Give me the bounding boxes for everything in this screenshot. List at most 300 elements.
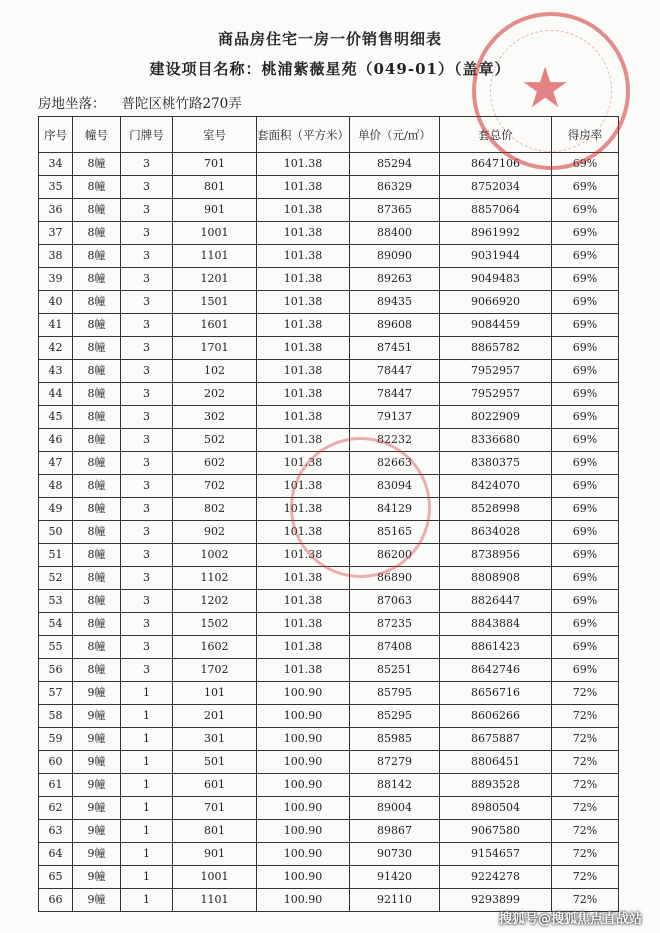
- cell-index: 52: [39, 567, 73, 590]
- cell-room: 102: [173, 360, 257, 383]
- cell-unit-price: 90730: [350, 843, 440, 866]
- table-row: [39, 291, 619, 314]
- cell-unit-price: 84129: [350, 498, 440, 521]
- cell-unit-price: 88400: [350, 222, 440, 245]
- cell-total-price: 8893528: [440, 774, 552, 797]
- table-row: [39, 567, 619, 590]
- cell-building: 8幢: [73, 544, 121, 567]
- cell-room: 1101: [173, 889, 257, 912]
- cell-building: 8幢: [73, 337, 121, 360]
- cell-efficiency: 69%: [552, 429, 619, 452]
- cell-building: 8幢: [73, 498, 121, 521]
- cell-room: 302: [173, 406, 257, 429]
- cell-room: 1702: [173, 659, 257, 682]
- cell-index: 35: [39, 176, 73, 199]
- cell-building: 9幢: [73, 728, 121, 751]
- cell-door: 3: [121, 659, 173, 682]
- cell-unit-price: 92110: [350, 889, 440, 912]
- table-row: [39, 636, 619, 659]
- cell-unit-price: 87451: [350, 337, 440, 360]
- col-header-index: 序号: [39, 117, 73, 153]
- cell-unit-price: 85251: [350, 659, 440, 682]
- cell-room: 301: [173, 728, 257, 751]
- cell-total-price: 8808908: [440, 567, 552, 590]
- cell-building: 9幢: [73, 820, 121, 843]
- cell-unit-price: 89004: [350, 797, 440, 820]
- table-row: [39, 222, 619, 245]
- cell-total-price: 9049483: [440, 268, 552, 291]
- cell-door: 1: [121, 797, 173, 820]
- cell-efficiency: 69%: [552, 337, 619, 360]
- cell-unit-price: 89090: [350, 245, 440, 268]
- cell-area: 100.90: [257, 682, 350, 705]
- cell-building: 9幢: [73, 751, 121, 774]
- cell-door: 3: [121, 429, 173, 452]
- cell-building: 9幢: [73, 866, 121, 889]
- table-row: [39, 820, 619, 843]
- cell-door: 3: [121, 590, 173, 613]
- table-row: [39, 705, 619, 728]
- table-row: [39, 314, 619, 337]
- table-row: [39, 153, 619, 176]
- cell-index: 54: [39, 613, 73, 636]
- cell-index: 43: [39, 360, 73, 383]
- cell-area: 100.90: [257, 705, 350, 728]
- col-header-building: 幢号: [73, 117, 121, 153]
- cell-area: 101.38: [257, 337, 350, 360]
- cell-room: 1502: [173, 613, 257, 636]
- cell-door: 3: [121, 406, 173, 429]
- cell-index: 49: [39, 498, 73, 521]
- cell-index: 60: [39, 751, 73, 774]
- cell-area: 101.38: [257, 314, 350, 337]
- cell-efficiency: 69%: [552, 291, 619, 314]
- cell-efficiency: 69%: [552, 636, 619, 659]
- cell-index: 40: [39, 291, 73, 314]
- cell-door: 1: [121, 774, 173, 797]
- cell-room: 901: [173, 843, 257, 866]
- cell-area: 101.38: [257, 429, 350, 452]
- cell-door: 1: [121, 728, 173, 751]
- cell-efficiency: 69%: [552, 268, 619, 291]
- cell-area: 101.38: [257, 567, 350, 590]
- cell-total-price: 9031944: [440, 245, 552, 268]
- cell-efficiency: 69%: [552, 176, 619, 199]
- page-title: 商品房住宅一房一价销售明细表: [217, 30, 442, 48]
- cell-area: 101.38: [257, 222, 350, 245]
- cell-unit-price: 89608: [350, 314, 440, 337]
- cell-efficiency: 69%: [552, 590, 619, 613]
- cell-area: 101.38: [257, 636, 350, 659]
- table-row: [39, 199, 619, 222]
- cell-area: 100.90: [257, 820, 350, 843]
- cell-area: 100.90: [257, 889, 350, 912]
- cell-index: 55: [39, 636, 73, 659]
- cell-area: 101.38: [257, 613, 350, 636]
- table-row: [39, 406, 619, 429]
- cell-total-price: 8022909: [440, 406, 552, 429]
- cell-door: 3: [121, 567, 173, 590]
- cell-room: 201: [173, 705, 257, 728]
- cell-door: 3: [121, 245, 173, 268]
- cell-total-price: 8675887: [440, 728, 552, 751]
- cell-building: 9幢: [73, 889, 121, 912]
- cell-area: 101.38: [257, 406, 350, 429]
- cell-door: 3: [121, 222, 173, 245]
- cell-total-price: 8865782: [440, 337, 552, 360]
- cell-area: 101.38: [257, 245, 350, 268]
- address-label: 房地坐落：: [38, 96, 106, 112]
- cell-index: 57: [39, 682, 73, 705]
- cell-efficiency: 72%: [552, 774, 619, 797]
- cell-efficiency: 69%: [552, 314, 619, 337]
- cell-building: 9幢: [73, 774, 121, 797]
- cell-door: 1: [121, 843, 173, 866]
- cell-index: 58: [39, 705, 73, 728]
- cell-index: 41: [39, 314, 73, 337]
- table-row: [39, 682, 619, 705]
- cell-index: 47: [39, 452, 73, 475]
- cell-door: 3: [121, 360, 173, 383]
- cell-building: 8幢: [73, 475, 121, 498]
- cell-room: 902: [173, 521, 257, 544]
- table-row: [39, 774, 619, 797]
- cell-efficiency: 69%: [552, 567, 619, 590]
- cell-unit-price: 86329: [350, 176, 440, 199]
- cell-room: 801: [173, 176, 257, 199]
- cell-total-price: 8380375: [440, 452, 552, 475]
- cell-efficiency: 69%: [552, 199, 619, 222]
- cell-total-price: 8738956: [440, 544, 552, 567]
- cell-index: 65: [39, 866, 73, 889]
- cell-total-price: 8961992: [440, 222, 552, 245]
- cell-area: 101.38: [257, 268, 350, 291]
- price-table: [38, 116, 619, 912]
- cell-room: 1101: [173, 245, 257, 268]
- cell-unit-price: 78447: [350, 360, 440, 383]
- cell-door: 3: [121, 498, 173, 521]
- cell-efficiency: 69%: [552, 498, 619, 521]
- table-row: [39, 475, 619, 498]
- col-header-total-price: 套总价: [440, 117, 552, 153]
- cell-door: 3: [121, 314, 173, 337]
- cell-room: 601: [173, 774, 257, 797]
- cell-total-price: 7952957: [440, 383, 552, 406]
- watermark: 搜狐号@搜狐焦点直战站: [498, 912, 642, 927]
- cell-index: 50: [39, 521, 73, 544]
- cell-room: 101: [173, 682, 257, 705]
- cell-unit-price: 79137: [350, 406, 440, 429]
- cell-total-price: 8843884: [440, 613, 552, 636]
- cell-index: 61: [39, 774, 73, 797]
- cell-efficiency: 69%: [552, 521, 619, 544]
- cell-area: 100.90: [257, 728, 350, 751]
- table-row: [39, 590, 619, 613]
- cell-index: 64: [39, 843, 73, 866]
- cell-index: 37: [39, 222, 73, 245]
- cell-efficiency: 72%: [552, 705, 619, 728]
- table-row: [39, 866, 619, 889]
- cell-index: 39: [39, 268, 73, 291]
- cell-unit-price: 87063: [350, 590, 440, 613]
- cell-total-price: 9067580: [440, 820, 552, 843]
- table-row: [39, 383, 619, 406]
- table-row: [39, 337, 619, 360]
- cell-door: 1: [121, 889, 173, 912]
- cell-building: 9幢: [73, 797, 121, 820]
- cell-efficiency: 72%: [552, 820, 619, 843]
- project-name: 建设项目名称：桃浦紫薇星苑（049-01）（盖章）: [149, 60, 511, 78]
- cell-room: 802: [173, 498, 257, 521]
- cell-building: 8幢: [73, 153, 121, 176]
- cell-door: 3: [121, 521, 173, 544]
- cell-index: 36: [39, 199, 73, 222]
- cell-efficiency: 69%: [552, 153, 619, 176]
- cell-door: 3: [121, 383, 173, 406]
- cell-unit-price: 87408: [350, 636, 440, 659]
- cell-index: 48: [39, 475, 73, 498]
- cell-room: 701: [173, 153, 257, 176]
- cell-door: 3: [121, 613, 173, 636]
- table-row: [39, 797, 619, 820]
- cell-building: 8幢: [73, 521, 121, 544]
- col-header-door: 门牌号: [121, 117, 173, 153]
- table-row: [39, 245, 619, 268]
- cell-door: 1: [121, 820, 173, 843]
- cell-door: 3: [121, 475, 173, 498]
- cell-door: 3: [121, 199, 173, 222]
- cell-room: 1202: [173, 590, 257, 613]
- cell-total-price: 9293899: [440, 889, 552, 912]
- cell-efficiency: 69%: [552, 222, 619, 245]
- cell-efficiency: 69%: [552, 475, 619, 498]
- cell-total-price: 7952957: [440, 360, 552, 383]
- table-row: [39, 360, 619, 383]
- cell-unit-price: 85295: [350, 705, 440, 728]
- cell-room: 1102: [173, 567, 257, 590]
- table-row: [39, 498, 619, 521]
- cell-total-price: 9084459: [440, 314, 552, 337]
- cell-building: 8幢: [73, 406, 121, 429]
- cell-unit-price: 88142: [350, 774, 440, 797]
- cell-area: 100.90: [257, 751, 350, 774]
- cell-efficiency: 72%: [552, 866, 619, 889]
- table-row: [39, 452, 619, 475]
- table-row: [39, 659, 619, 682]
- cell-unit-price: 85165: [350, 521, 440, 544]
- table-row: [39, 521, 619, 544]
- cell-area: 101.38: [257, 498, 350, 521]
- table-row: [39, 843, 619, 866]
- cell-efficiency: 69%: [552, 360, 619, 383]
- cell-total-price: 9154657: [440, 843, 552, 866]
- cell-building: 8幢: [73, 590, 121, 613]
- cell-room: 702: [173, 475, 257, 498]
- cell-door: 3: [121, 268, 173, 291]
- cell-room: 1701: [173, 337, 257, 360]
- cell-room: 202: [173, 383, 257, 406]
- cell-area: 101.38: [257, 590, 350, 613]
- col-header-unit-price: 单价（元/㎡）: [350, 117, 440, 153]
- cell-area: 101.38: [257, 360, 350, 383]
- cell-room: 1002: [173, 544, 257, 567]
- cell-area: 101.38: [257, 176, 350, 199]
- cell-room: 701: [173, 797, 257, 820]
- cell-index: 66: [39, 889, 73, 912]
- cell-door: 3: [121, 544, 173, 567]
- table-header-row: [39, 117, 619, 153]
- cell-building: 9幢: [73, 682, 121, 705]
- cell-index: 44: [39, 383, 73, 406]
- cell-door: 3: [121, 636, 173, 659]
- cell-total-price: 8656716: [440, 682, 552, 705]
- cell-total-price: 9224278: [440, 866, 552, 889]
- table-row: [39, 751, 619, 774]
- cell-efficiency: 69%: [552, 613, 619, 636]
- cell-room: 1001: [173, 222, 257, 245]
- cell-total-price: 8861423: [440, 636, 552, 659]
- cell-door: 3: [121, 452, 173, 475]
- cell-building: 8幢: [73, 360, 121, 383]
- address-line: [38, 92, 258, 112]
- cell-area: 101.38: [257, 153, 350, 176]
- cell-door: 1: [121, 866, 173, 889]
- cell-total-price: 8336680: [440, 429, 552, 452]
- cell-area: 101.38: [257, 521, 350, 544]
- table-row: [39, 268, 619, 291]
- cell-unit-price: 78447: [350, 383, 440, 406]
- cell-building: 8幢: [73, 383, 121, 406]
- cell-total-price: 8606266: [440, 705, 552, 728]
- cell-total-price: 8528998: [440, 498, 552, 521]
- cell-building: 8幢: [73, 659, 121, 682]
- cell-building: 9幢: [73, 705, 121, 728]
- cell-total-price: 8634028: [440, 521, 552, 544]
- cell-building: 8幢: [73, 222, 121, 245]
- cell-room: 501: [173, 751, 257, 774]
- cell-total-price: 8857064: [440, 199, 552, 222]
- table-row: [39, 429, 619, 452]
- cell-room: 1201: [173, 268, 257, 291]
- cell-door: 3: [121, 153, 173, 176]
- cell-area: 100.90: [257, 774, 350, 797]
- table-row: [39, 613, 619, 636]
- cell-total-price: 8752034: [440, 176, 552, 199]
- cell-area: 101.38: [257, 659, 350, 682]
- cell-unit-price: 87365: [350, 199, 440, 222]
- col-header-room: 室号: [173, 117, 257, 153]
- cell-area: 101.38: [257, 199, 350, 222]
- cell-building: 8幢: [73, 199, 121, 222]
- cell-unit-price: 86200: [350, 544, 440, 567]
- cell-area: 100.90: [257, 843, 350, 866]
- cell-unit-price: 85795: [350, 682, 440, 705]
- cell-area: 101.38: [257, 475, 350, 498]
- cell-efficiency: 72%: [552, 797, 619, 820]
- cell-room: 901: [173, 199, 257, 222]
- cell-unit-price: 87279: [350, 751, 440, 774]
- cell-building: 8幢: [73, 245, 121, 268]
- cell-efficiency: 69%: [552, 452, 619, 475]
- cell-unit-price: 89263: [350, 268, 440, 291]
- cell-building: 8幢: [73, 291, 121, 314]
- address-value: 普陀区桃竹路270弄: [121, 96, 242, 112]
- col-header-area: 套面积（平方米）: [257, 117, 350, 153]
- cell-building: 8幢: [73, 314, 121, 337]
- cell-total-price: 8642746: [440, 659, 552, 682]
- cell-building: 8幢: [73, 268, 121, 291]
- cell-index: 63: [39, 820, 73, 843]
- cell-index: 38: [39, 245, 73, 268]
- cell-total-price: 8424070: [440, 475, 552, 498]
- cell-total-price: 9066920: [440, 291, 552, 314]
- cell-total-price: 8980504: [440, 797, 552, 820]
- cell-index: 51: [39, 544, 73, 567]
- cell-unit-price: 83094: [350, 475, 440, 498]
- cell-building: 8幢: [73, 567, 121, 590]
- cell-room: 502: [173, 429, 257, 452]
- cell-efficiency: 69%: [552, 383, 619, 406]
- cell-index: 46: [39, 429, 73, 452]
- cell-door: 3: [121, 337, 173, 360]
- cell-door: 1: [121, 682, 173, 705]
- cell-door: 1: [121, 751, 173, 774]
- cell-area: 101.38: [257, 291, 350, 314]
- cell-door: 3: [121, 176, 173, 199]
- cell-total-price: 8806451: [440, 751, 552, 774]
- cell-efficiency: 72%: [552, 751, 619, 774]
- table-row: [39, 728, 619, 751]
- cell-unit-price: 91420: [350, 866, 440, 889]
- cell-door: 3: [121, 291, 173, 314]
- cell-room: 801: [173, 820, 257, 843]
- cell-building: 8幢: [73, 176, 121, 199]
- cell-building: 9幢: [73, 843, 121, 866]
- cell-unit-price: 82232: [350, 429, 440, 452]
- cell-unit-price: 89435: [350, 291, 440, 314]
- cell-unit-price: 89867: [350, 820, 440, 843]
- cell-area: 101.38: [257, 544, 350, 567]
- cell-index: 62: [39, 797, 73, 820]
- cell-door: 1: [121, 705, 173, 728]
- cell-efficiency: 72%: [552, 682, 619, 705]
- col-header-efficiency: 得房率: [552, 117, 619, 153]
- cell-index: 42: [39, 337, 73, 360]
- cell-unit-price: 82663: [350, 452, 440, 475]
- cell-efficiency: 69%: [552, 406, 619, 429]
- cell-area: 101.38: [257, 383, 350, 406]
- cell-building: 8幢: [73, 613, 121, 636]
- cell-efficiency: 72%: [552, 889, 619, 912]
- cell-area: 100.90: [257, 797, 350, 820]
- cell-room: 1501: [173, 291, 257, 314]
- cell-unit-price: 85294: [350, 153, 440, 176]
- cell-room: 602: [173, 452, 257, 475]
- cell-unit-price: 86890: [350, 567, 440, 590]
- cell-unit-price: 85985: [350, 728, 440, 751]
- cell-building: 8幢: [73, 429, 121, 452]
- star-icon: ★: [520, 56, 571, 121]
- cell-index: 59: [39, 728, 73, 751]
- cell-index: 34: [39, 153, 73, 176]
- cell-room: 1601: [173, 314, 257, 337]
- cell-building: 8幢: [73, 452, 121, 475]
- cell-efficiency: 69%: [552, 659, 619, 682]
- cell-building: 8幢: [73, 636, 121, 659]
- cell-index: 56: [39, 659, 73, 682]
- cell-index: 53: [39, 590, 73, 613]
- cell-efficiency: 69%: [552, 245, 619, 268]
